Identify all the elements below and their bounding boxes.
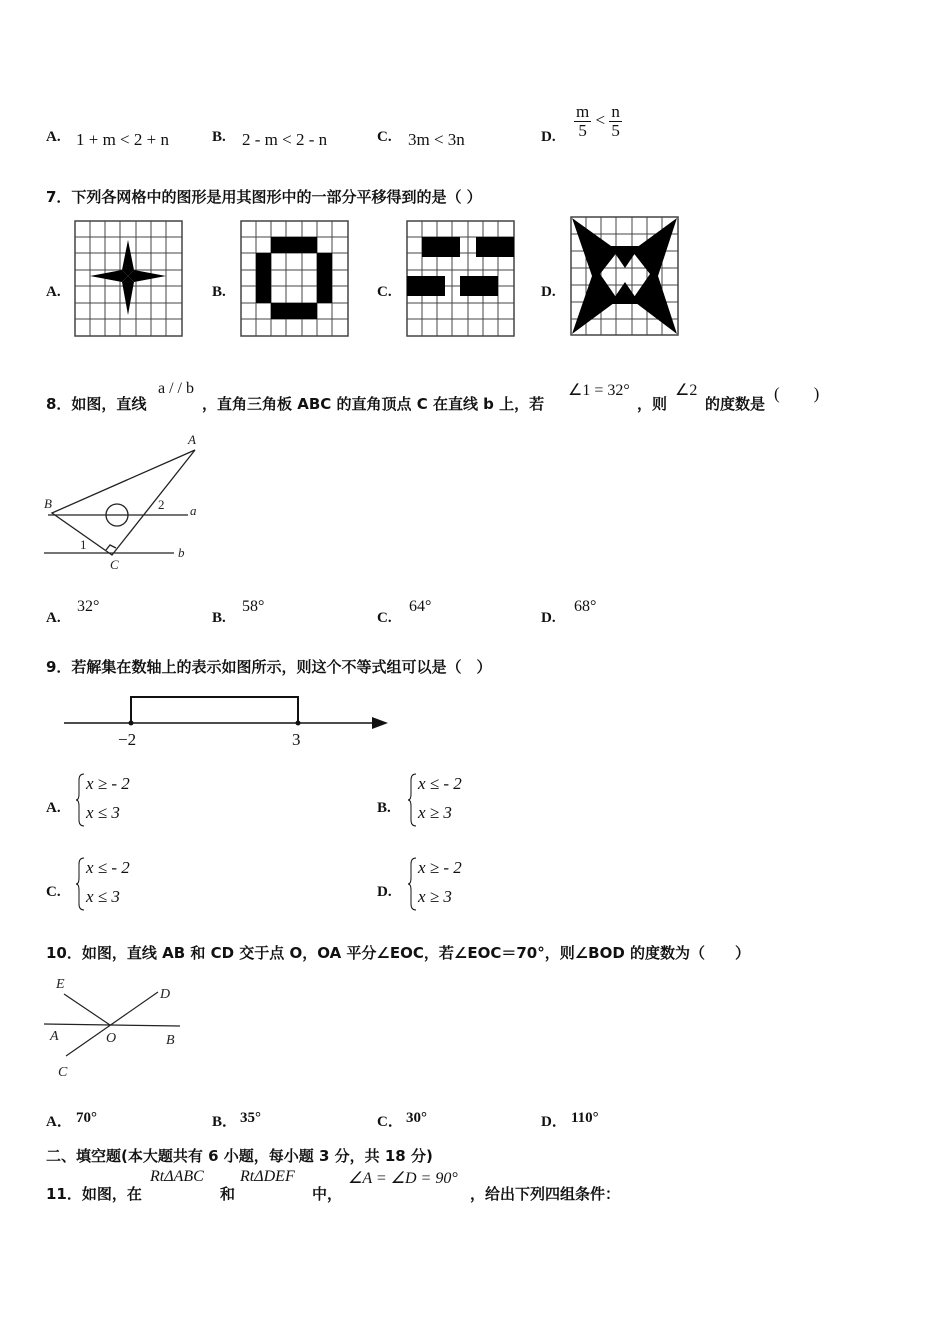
q8-option-a-value: 32° xyxy=(77,598,100,615)
q6-option-a-label: A. xyxy=(46,129,61,145)
q10-label-D: D xyxy=(160,987,171,1002)
q7-option-d-label: D. xyxy=(541,284,556,300)
q7-grid-a-shape xyxy=(90,240,166,315)
q8-stem-part2: ，直角三角板 ABC 的直角顶点 C 在直线 b 上，若 xyxy=(202,395,545,413)
q7-grid-b xyxy=(240,220,350,338)
q9-option-d-line1: x ≥ - 2 xyxy=(418,858,462,877)
q6-d-frac-right-den: 5 xyxy=(611,121,620,140)
q10-label-C: C xyxy=(58,1065,68,1080)
q8-option-d-value: 68° xyxy=(574,598,597,615)
q10-stem: 10．如图，直线 AB 和 CD 交于点 O，OA 平分∠EOC，若∠EOC＝70°，则∠BOD 的度数为（ ） xyxy=(46,944,751,962)
q10-option-c-label: C． xyxy=(377,1114,403,1130)
q9-option-d-line2: x ≥ 3 xyxy=(418,887,452,906)
q9-number-line xyxy=(60,688,395,754)
q10-option-b-label: B． xyxy=(212,1114,238,1130)
q10-option-d-value: 110° xyxy=(571,1110,599,1126)
q6-d-frac-left-num: m xyxy=(576,102,590,121)
q7-grid-a xyxy=(74,220,184,338)
q9-axis-arrow xyxy=(372,717,388,729)
q6-d-op: < xyxy=(595,110,606,130)
q9-option-a-system xyxy=(76,772,176,830)
q8-option-c-label: C. xyxy=(377,610,392,626)
q8-label-b: b xyxy=(178,545,185,560)
q6-option-c-label: C. xyxy=(377,129,392,145)
q9-option-c-line1: x ≤ - 2 xyxy=(86,858,130,877)
q9-option-b-brace xyxy=(408,772,418,828)
q11-triangle-def: RtΔDEF xyxy=(240,1168,295,1185)
q8-stem-part4: 的度数是 xyxy=(705,395,766,413)
q9-option-b-line2: x ≥ 3 xyxy=(418,803,452,822)
q8-stem-part3: ，则 xyxy=(637,395,668,413)
q8-cond-angle2: ∠2 xyxy=(675,382,698,399)
q7-option-c-label: C. xyxy=(377,284,392,300)
q7-grid-b-shape xyxy=(256,237,332,319)
q8-option-d-label: D. xyxy=(541,610,556,626)
q9-option-c-line2: x ≤ 3 xyxy=(86,887,120,906)
q8-cond-angle1: ∠1 = 32° xyxy=(568,382,630,399)
q11-part2: 和 xyxy=(220,1185,236,1203)
q6-option-b-text: 2 - m < 2 - n xyxy=(242,130,328,149)
q9-option-d-label: D. xyxy=(377,884,392,900)
q9-option-b-label: B. xyxy=(377,800,391,816)
q8-label-a: a xyxy=(190,503,197,518)
q8-cond-parallel: a / / b xyxy=(158,380,194,397)
q11-triangle-abc: RtΔABC xyxy=(150,1168,204,1185)
q9-label-left: −2 xyxy=(118,730,137,749)
q11-condition: ∠A = ∠D = 90° xyxy=(348,1170,458,1187)
q9-option-b-line1: x ≤ - 2 xyxy=(418,774,462,793)
q10-option-a-value: 70° xyxy=(76,1110,97,1126)
q10-option-b-value: 35° xyxy=(240,1110,261,1126)
q9-option-d-brace xyxy=(408,856,418,912)
q10-label-O: O xyxy=(106,1031,117,1046)
q11-part1: 11．如图，在 xyxy=(46,1185,142,1203)
q6-d-frac-right-num: n xyxy=(611,102,620,121)
q6-option-d-label: D. xyxy=(541,129,556,145)
q10-option-a-label: A． xyxy=(46,1114,72,1130)
q8-figure xyxy=(40,428,210,576)
q10-figure xyxy=(40,972,200,1084)
q9-option-d-system xyxy=(408,856,508,914)
q9-point-right xyxy=(296,721,301,726)
q8-right-angle-mark xyxy=(106,545,116,550)
q9-label-right: 3 xyxy=(292,730,301,749)
q9-point-left xyxy=(129,721,134,726)
q7-option-b-label: B. xyxy=(212,284,226,300)
q11-part3: 中， xyxy=(312,1185,343,1203)
q9-option-a-line2: x ≤ 3 xyxy=(86,803,120,822)
q8-label-angle2: 2 xyxy=(158,497,165,512)
q6-d-frac-right xyxy=(609,103,622,140)
q6-option-d-expression xyxy=(574,103,622,140)
q10-ray-OE xyxy=(64,994,110,1025)
q6-option-c-text: 3m < 3n xyxy=(408,130,465,149)
q8-answer-paren: ( ) xyxy=(774,384,820,403)
q9-option-c-brace xyxy=(76,856,86,912)
q7-stem: 7．下列各网格中的图形是用其图形中的一部分平移得到的是（ ） xyxy=(46,188,482,206)
q8-option-b-label: B. xyxy=(212,610,226,626)
q8-label-angle1: 1 xyxy=(80,537,87,552)
section2-heading: 二、填空题(本大题共有 6 小题，每小题 3 分，共 18 分) xyxy=(46,1147,433,1165)
q6-option-a-text: 1 + m < 2 + n xyxy=(76,130,169,149)
q9-option-a-label: A. xyxy=(46,800,61,816)
q7-option-a-label: A. xyxy=(46,284,61,300)
q8-option-a-label: A. xyxy=(46,610,61,626)
q8-triangle xyxy=(52,450,195,555)
q9-option-a-line1: x ≥ - 2 xyxy=(86,774,130,793)
q6-option-b-label: B. xyxy=(212,129,226,145)
q8-label-A: A xyxy=(188,432,196,447)
q8-stem-part1: 8．如图，直线 xyxy=(46,395,147,413)
q8-label-C: C xyxy=(110,557,119,572)
q7-grid-d-shape xyxy=(572,218,677,334)
q10-label-E: E xyxy=(56,977,65,992)
q6-d-frac-left-den: 5 xyxy=(578,121,587,140)
q10-option-c-value: 30° xyxy=(406,1110,427,1126)
q9-solution-bracket xyxy=(131,697,298,723)
q10-label-B: B xyxy=(166,1033,175,1048)
q7-grid-c xyxy=(406,220,516,338)
q11-part4: ，给出下列四组条件： xyxy=(470,1185,621,1203)
q10-option-d-label: D． xyxy=(541,1114,567,1130)
q9-stem: 9．若解集在数轴上的表示如图所示，则这个不等式组可以是（ ） xyxy=(46,658,492,676)
q9-option-c-system xyxy=(76,856,176,914)
q9-option-c-label: C. xyxy=(46,884,61,900)
q9-option-a-brace xyxy=(76,772,86,828)
q9-option-b-system xyxy=(408,772,508,830)
q6-d-frac-left xyxy=(574,103,591,140)
q7-grid-d xyxy=(570,216,680,338)
q8-label-B: B xyxy=(44,496,52,511)
q8-option-c-value: 64° xyxy=(409,598,432,615)
q10-label-A: A xyxy=(50,1029,59,1044)
q8-option-b-value: 58° xyxy=(242,598,265,615)
